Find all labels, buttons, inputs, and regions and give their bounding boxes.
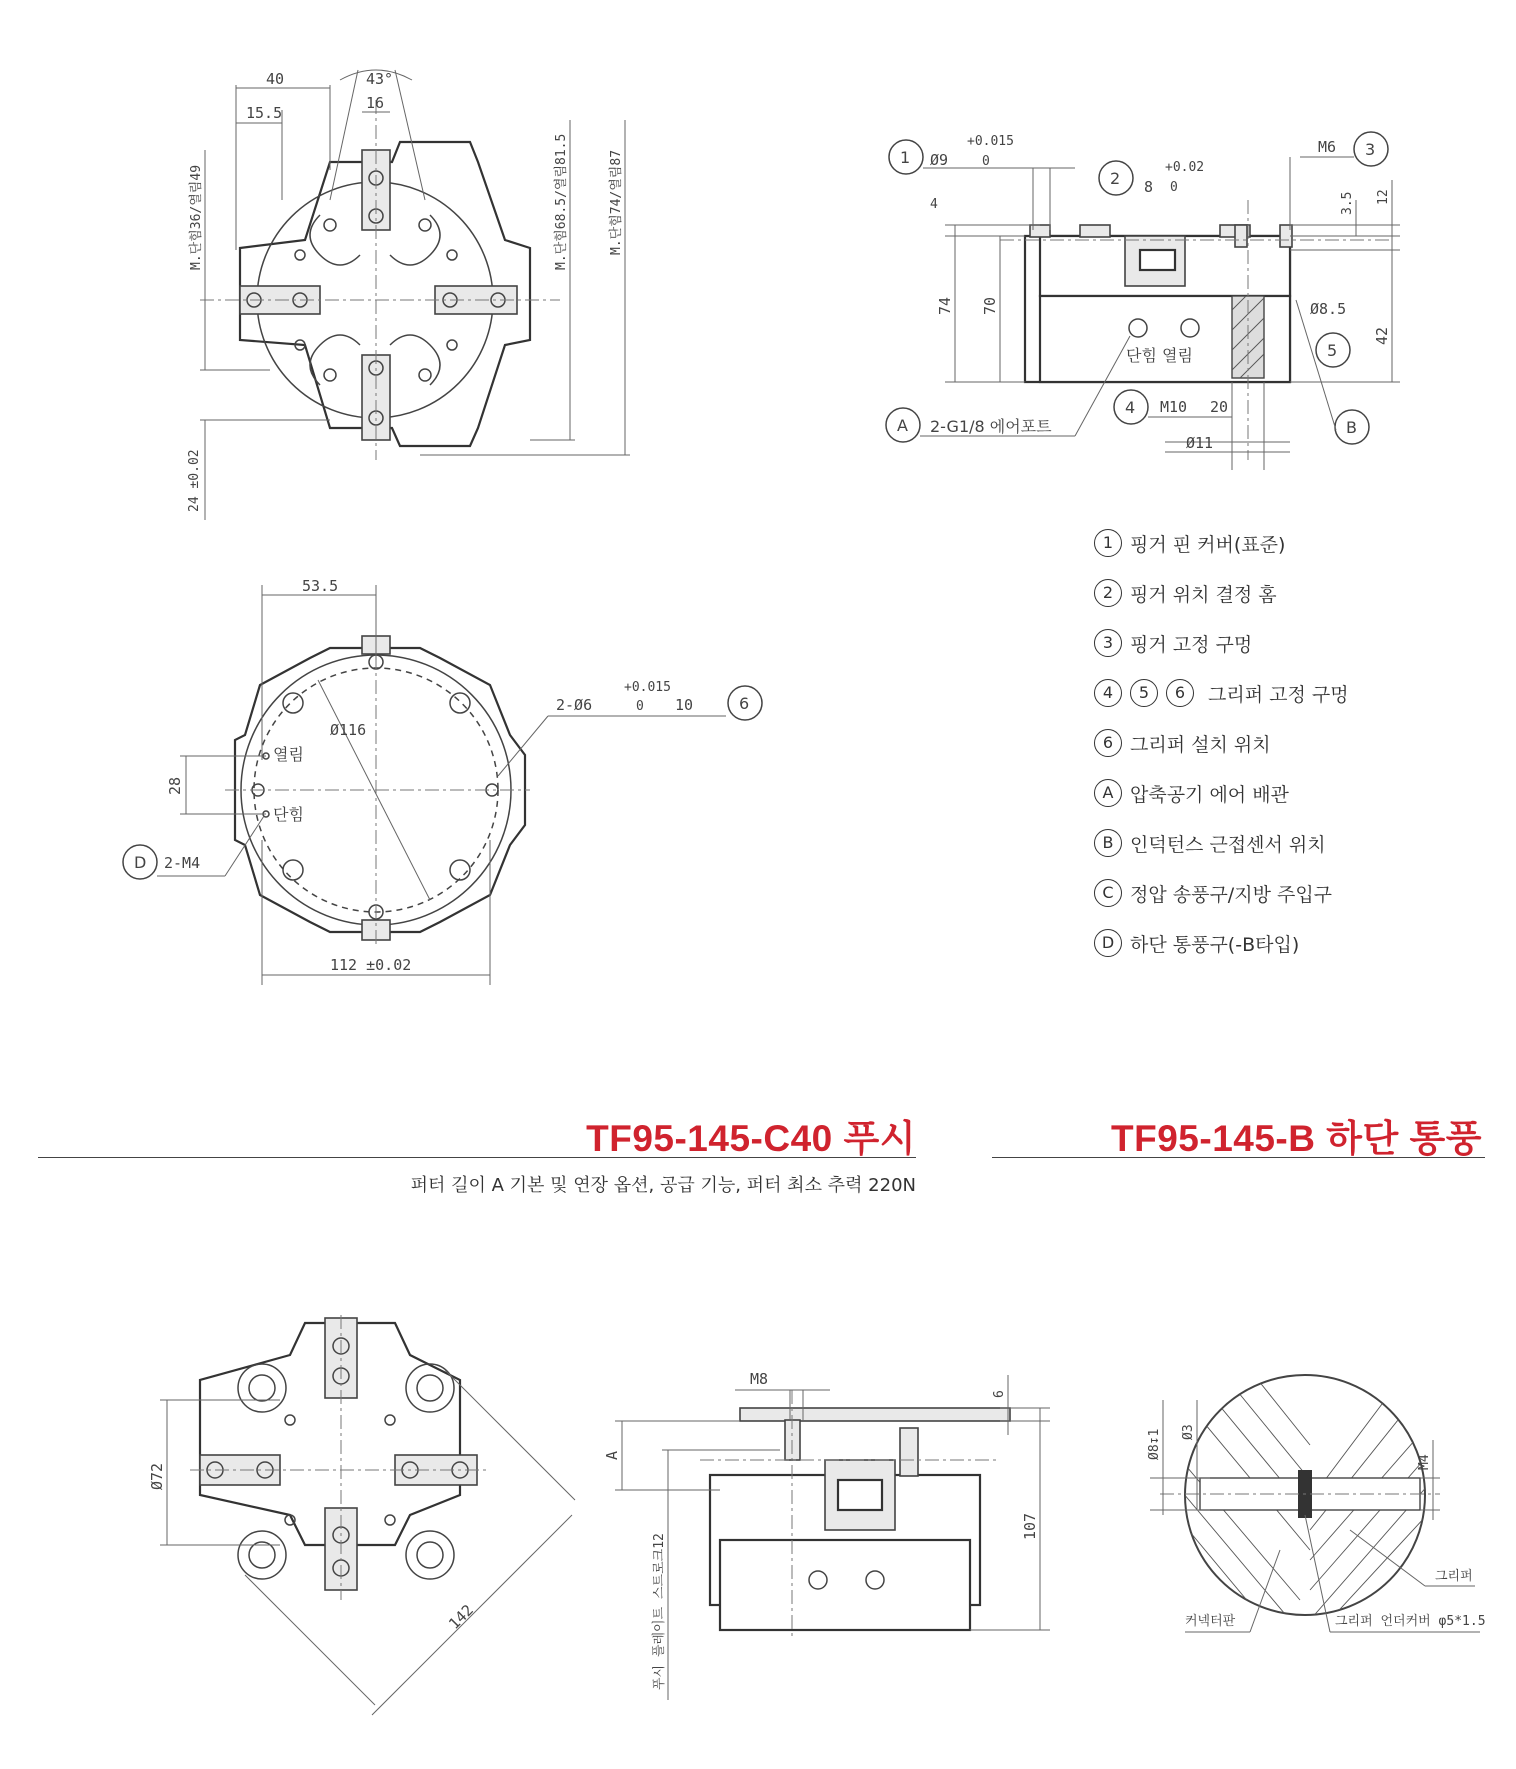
dim-28: 28 [166, 776, 184, 795]
gripper-side-view [886, 132, 1400, 470]
section-rule-left [38, 1157, 916, 1158]
callout-6: 6 [739, 694, 750, 713]
legend-text: 핑거 핀 커버(표준) [1130, 533, 1286, 556]
legend-text: 정압 송풍구/지방 주입구 [1130, 883, 1333, 906]
dim-tol-015-b: +0.015 [624, 680, 671, 695]
legend-text: 압축공기 에어 배관 [1130, 783, 1289, 806]
dim-phi3: Ø3 [1181, 1424, 1196, 1440]
dim-tol-015: +0.015 [967, 134, 1014, 149]
label-stroke: 푸시 플레이트 스트로크12 [652, 1533, 667, 1690]
dim-phi8-5: Ø8.5 [1310, 300, 1347, 318]
dim-tol-0-b: 0 [636, 699, 644, 714]
legend-badge: 6 [1166, 679, 1194, 707]
dim-42: 42 [1373, 326, 1391, 345]
callout-A: A [897, 416, 908, 435]
dim-4: 4 [930, 197, 938, 212]
callout-5: 5 [1327, 341, 1338, 360]
dim-74: 74 [936, 296, 954, 315]
legend-item [1094, 518, 1424, 568]
legend-badge: D [1094, 929, 1122, 957]
dim-12: 12 [1376, 189, 1391, 205]
legend-badge: 4 [1094, 679, 1122, 707]
label-open: 열림 [273, 745, 304, 764]
legend-item [1094, 868, 1424, 918]
dim-phi72: Ø72 [148, 1462, 166, 1490]
callout-D: D [134, 853, 147, 872]
section-subtitle-push: 퍼터 길이 A 기본 및 연장 옵션, 공급 기능, 퍼터 최소 추력 220N [410, 1175, 916, 1196]
section-rule-right [992, 1157, 1485, 1158]
dim-depth20: 20 [1210, 398, 1229, 416]
dim-angle: 43° [366, 70, 394, 88]
legend-badge: A [1094, 779, 1122, 807]
legend-badge: 3 [1094, 629, 1122, 657]
legend-text: 핑거 고정 구멍 [1130, 633, 1253, 656]
dim-v-label-3: M.단힘74/열림87 [609, 149, 624, 255]
gripper-top-view [187, 70, 630, 520]
legend-item [1094, 818, 1424, 868]
legend-text: 하단 통풍구(-B타입) [1130, 933, 1300, 956]
legend-item [1094, 568, 1424, 618]
legend-text: 그리퍼 설치 위치 [1130, 733, 1271, 756]
section-title-bottom-vent: TF95-145-B 하단 통풍 [1111, 1118, 1482, 1159]
callout-B: B [1346, 418, 1357, 437]
dim-16: 16 [366, 94, 385, 112]
legend-badge: 1 [1094, 529, 1122, 557]
legend-item [1094, 718, 1424, 768]
section-title-push: TF95-145-C40 푸시 [586, 1118, 916, 1159]
dim-6: 6 [992, 1390, 1007, 1398]
legend [1094, 518, 1424, 968]
label-gripper: 그리퍼 [1435, 1569, 1473, 1584]
legend-text: 핑거 위치 결정 홈 [1130, 583, 1277, 606]
dim-m8: M8 [750, 1370, 769, 1388]
dim-phi11: Ø11 [1186, 434, 1214, 452]
dim-m4-detail: M4 [1417, 1454, 1432, 1470]
dim-v-label-1: M.단힘36/열림49 [189, 164, 204, 270]
legend-badge: 6 [1094, 729, 1122, 757]
legend-item [1094, 768, 1424, 818]
gripper-bottom-view [123, 577, 762, 985]
dim-40: 40 [266, 70, 285, 88]
dim-tol-02: +0.02 [1165, 160, 1205, 175]
label-under-cover: 그리퍼 언더커버 φ5*1.5 [1335, 1614, 1486, 1629]
legend-item [1094, 668, 1424, 718]
dim-m10: M10 [1160, 398, 1188, 416]
dim-15-5: 15.5 [246, 104, 283, 122]
callout-1: 1 [900, 148, 911, 167]
legend-badge: B [1094, 829, 1122, 857]
dim-8: 8 [1144, 178, 1154, 196]
dim-m4: 2-M4 [164, 854, 201, 872]
label-close-open: 단힘 열림 [1126, 346, 1193, 365]
legend-badge: 2 [1094, 579, 1122, 607]
legend-text: 인덕턴스 근접센서 위치 [1130, 833, 1326, 856]
legend-badge: C [1094, 879, 1122, 907]
dim-tol-0b: 0 [1170, 180, 1178, 195]
legend-item [1094, 918, 1424, 968]
dim-53-5: 53.5 [302, 577, 339, 595]
legend-badge: 5 [1130, 679, 1158, 707]
detail-section-view [1130, 1370, 1486, 1640]
label-close: 단힘 [273, 805, 304, 824]
dim-112: 112 ±0.02 [330, 956, 412, 974]
push-top-view [148, 1315, 575, 1715]
dim-142: 142 [445, 1600, 477, 1633]
callout-4: 4 [1125, 398, 1136, 417]
legend-text: 그리퍼 고정 구멍 [1208, 683, 1349, 706]
dim-3-5: 3.5 [1340, 191, 1355, 215]
dim-depth10: 10 [675, 696, 694, 714]
dim-70: 70 [981, 296, 999, 315]
push-side-view [603, 1370, 1050, 1700]
dim-phi9: Ø9 [930, 151, 949, 169]
dim-24: 24 ±0.02 [187, 449, 202, 512]
dim-v-label-2: M.단힘68.5/열림81.5 [554, 133, 569, 270]
label-connector-plate: 커넥터판 [1185, 1614, 1236, 1629]
label-air-port: 2-G1/8 에어포트 [930, 417, 1052, 436]
dim-phi116: Ø116 [330, 721, 367, 739]
callout-3: 3 [1365, 140, 1376, 159]
dim-tol-0a: 0 [982, 154, 990, 169]
dim-107: 107 [1021, 1512, 1039, 1540]
dim-hole-spec: 2-Ø6 [556, 696, 593, 714]
dim-A: A [603, 1450, 621, 1460]
dim-phi8-depth1: Ø8↧1 [1147, 1428, 1162, 1460]
legend-item [1094, 618, 1424, 668]
callout-2: 2 [1110, 169, 1121, 188]
dim-m6: M6 [1318, 138, 1337, 156]
